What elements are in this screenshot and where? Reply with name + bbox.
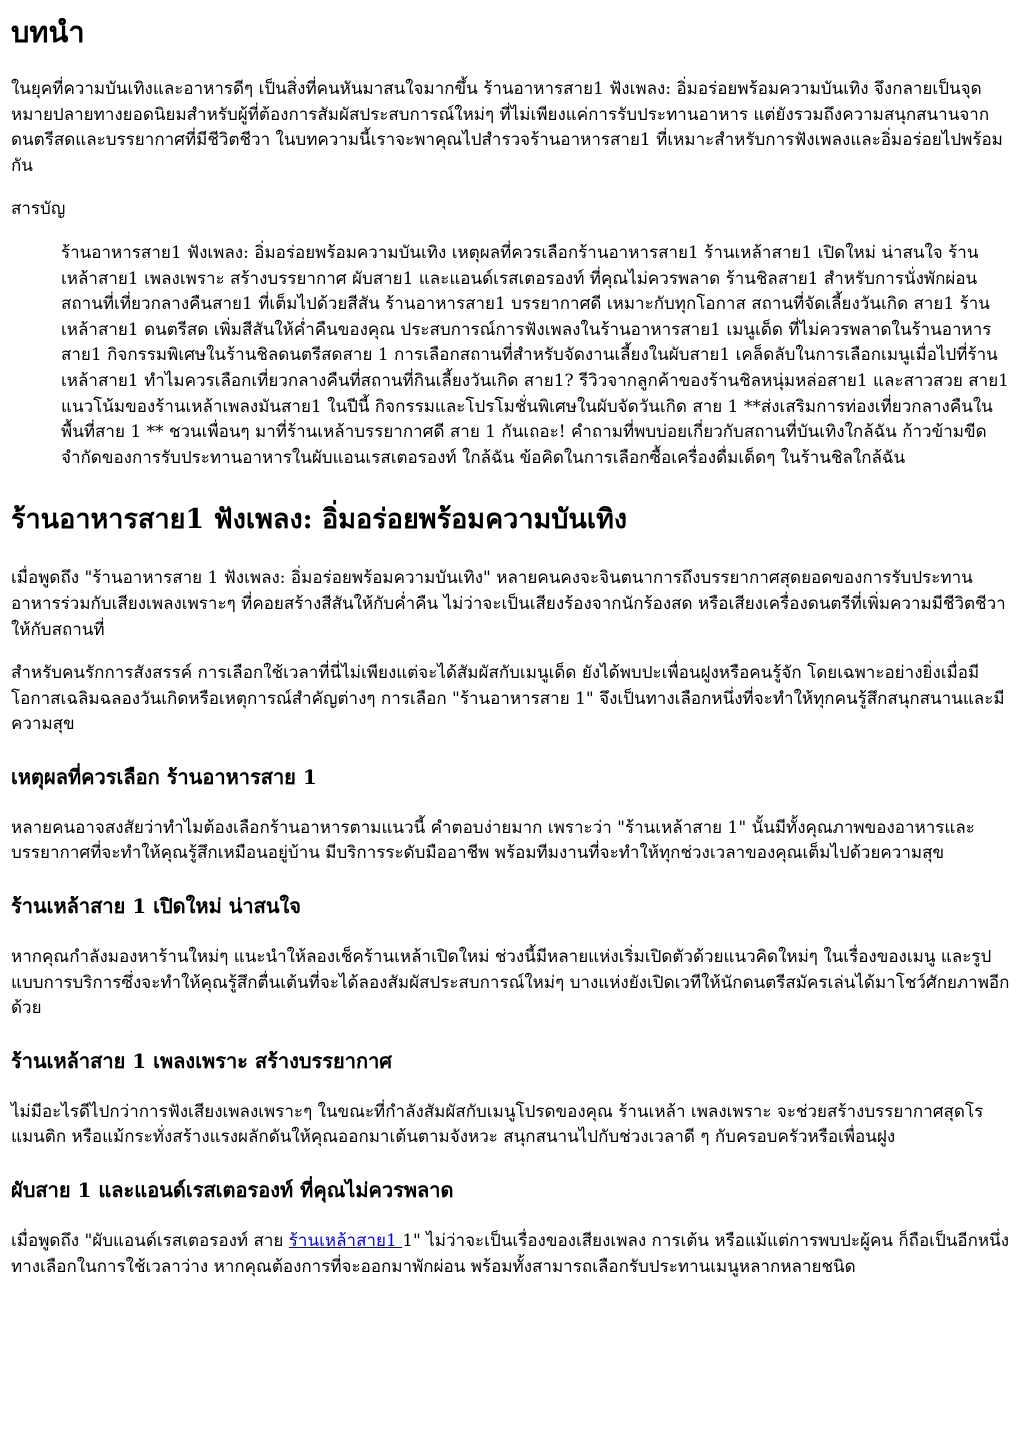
- intro-heading: บทนำ: [11, 15, 85, 49]
- reasons-paragraph: หลายคนอาจสงสัยว่าทำไมต้องเลือกร้านอาหารตามแนวนี้ คำตอบง่ายมาก เพราะว่า "ร้านเหล้าสาย 1" นั้นมีทั้งคุณภาพของอาหารและบรรยากาศที่จะทำให้คุณรู้สึกเหมือนอยู่บ้าน มีบริการระดับมืออาชีพ พร้อมทีมงานที่จะทำให้ทุกช่วงเวลาของคุณเต็มไปด้วยความสุข: [11, 817, 975, 864]
- reasons-heading: เหตุผลที่ควรเลือก ร้านอาหารสาย 1: [11, 764, 317, 789]
- main-section-paragraph-2: สำหรับคนรักการสังสรรค์ การเลือกใช้เวลาที่นี่ไม่เพียงแต่จะได้สัมผัสกับเมนูเด็ด ยังได้พบปะเพื่อนฝูงหรือคนรู้จัก โดยเฉพาะอย่างยิ่งเมื่อมีโอกาสเฉลิมฉลองวันเกิดหรือเหตุการณ์สำคัญต่างๆ การเลือก "ร้านอาหารสาย 1" จึงเป็นทางเลือกหนึ่งที่จะทำให้ทุกคนรู้สึกสนุกสนานและมีความสุข: [11, 663, 1005, 735]
- pub-restaurant-heading: ผับสาย 1 และแอนด์เรสเตอรองท์ ที่คุณไม่ควรพลาด: [11, 1178, 454, 1203]
- intro-paragraph: ในยุคที่ความบันเทิงและอาหารดีๆ เป็นสิ่งที่คนหันมาสนใจมากขึ้น ร้านอาหารสาย1 ฟังเพลง: อิ่มอร่อยพร้อมความบันเทิง จึงกลายเป็นจุดหมายปลายทางยอดนิยมสำหรับผู้ที่ต้องการสัมผัสประสบการณ์ใหม่ๆ ที่ไม่เพียงแค่การรับประทานอาหาร แต่ยังรวมถึงความสนุกสนานจากดนตรีสดและบรรยากาศที่มีชีวิตชีวา ในบทความนี้เราจะพาคุณไปสำรวจร้านอาหารสาย1 ที่เหมาะสำหรับการฟังเพลงและอิ่มอร่อยไปพร้อมกัน: [11, 79, 1003, 176]
- main-section-heading: ร้านอาหารสาย1 ฟังเพลง: อิ่มอร่อยพร้อมความบันเทิง: [11, 504, 628, 536]
- pub-restaurant-paragraph: [11, 1229, 1014, 1280]
- bar-sai1-link[interactable]: ร้านเหล้าสาย1: [288, 1231, 403, 1252]
- pub-paragraph-text-after: 1" ไม่ว่าจะเป็นเรื่องของเสียงเพลง การเต้น หรือแม้แต่การพบปะผู้คน ก็ถือเป็นอีกหนึ่งทางเลือกในการใช้เวลาว่าง หากคุณต้องการที่จะออกมาพักผ่อน พร้อมทั้งสามารถเลือกรับประทานเมนูหลากหลายชนิด: [11, 1231, 1010, 1277]
- new-bars-paragraph: หากคุณกำลังมองหาร้านใหม่ๆ แนะนำให้ลองเช็คร้านเหล้าเปิดใหม่ ช่วงนี้มีหลายแห่งเริ่มเปิดตัวด้วยแนวคิดใหม่ๆ ในเรื่องของเมนู และรูปแบบการบริการซึ่งจะทำให้คุณรู้สึกตื่นเต้นที่จะได้ลองสัมผัสประสบการณ์ใหม่ๆ บางแห่งยังเปิดเวทีให้นักดนตรีสมัครเล่นได้มาโชว์ศักยภาพอีกด้วย: [11, 947, 1010, 1019]
- toc-title: สารบัญ: [11, 199, 66, 220]
- new-bars-heading: ร้านเหล้าสาย 1 เปิดใหม่ น่าสนใจ: [11, 894, 302, 919]
- music-bars-paragraph: ไม่มีอะไรดีไปกว่าการฟังเสียงเพลงเพราะๆ ในขณะที่กำลังสัมผัสกับเมนูโปรดของคุณ ร้านเหล้า เพลงเพราะ จะช่วยสร้างบรรยากาศสุดโรแมนติก หรือแม้กระทั่งสร้างแรงผลักดันให้คุณออกมาเต้นตามจังหวะ สนุกสนานไปกับช่วงเวลาดี ๆ กับครอบครัวหรือเพื่อนฝูง: [11, 1101, 984, 1148]
- table-of-contents: ร้านอาหารสาย1 ฟังเพลง: อิ่มอร่อยพร้อมความบันเทิง เหตุผลที่ควรเลือกร้านอาหารสาย1 ร้านเหล้าสาย1 เปิดใหม่ น่าสนใจ ร้านเหล้าสาย1 เพลงเพราะ สร้างบรรยากาศ ผับสาย1 และแอนด์เรสเตอรองท์ ที่คุณไม่ควรพลาด ร้านชิลสาย1 สำหรับการนั่งพักผ่อน สถานที่เที่ยวกลางคืนสาย1 ที่เต็มไปด้วยสีสัน ร้านอาหารสาย1 บรรยากาศดี เหมาะกับทุกโอกาส สถานที่จัดเลี้ยงวันเกิด สาย1 ร้านเหล้าสาย1 ดนตรีสด เพิ่มสีสันให้ค่ำคืนของคุณ ประสบการณ์การฟังเพลงในร้านอาหารสาย1 เมนูเด็ด ที่ไม่ควรพลาดในร้านอาหารสาย1 กิจกรรมพิเศษในร้านชิลดนตรีสดสาย 1 การเลือกสถานที่สำหรับจัดงานเลี้ยงในผับสาย1 เคล็ดลับในการเลือกเมนูเมื่อไปที่ร้านเหล้าสาย1 ทำไมควรเลือกเที่ยวกลางคืนที่สถานที่กินเลี้ยงวันเกิด สาย1? รีวิวจากลูกค้าของร้านชิลหนุ่มหล่อสาย1 และสาวสวย สาย1 แนวโน้มของร้านเหล้าเพลงมันสาย1 ในปีนี้ กิจกรรมและโปรโมชั่นพิเศษในผับจัดวันเกิด สาย 1 **ส่งเสริมการท่องเที่ยวกลางคืนในพื้นที่สาย 1 ** ชวนเพื่อนๆ มาที่ร้านเหล้าบรรยากาศดี สาย 1 กันเถอะ! คำถามที่พบบ่อยเกี่ยวกับสถานที่บันเทิงใกล้ฉัน ก้าวข้ามขีดจำกัดของการรับประทานอาหารในผับแอนเรสเตอรองท์ ใกล้ฉัน ข้อคิดในการเลือกซื้อเครื่องดื่มเด็ดๆ ในร้านชิลใกล้ฉัน: [61, 242, 1009, 468]
- pub-paragraph-text-before: เมื่อพูดถึง "ผับแอนด์เรสเตอรองท์ สาย: [11, 1231, 289, 1252]
- music-bars-heading: ร้านเหล้าสาย 1 เพลงเพราะ สร้างบรรยากาศ: [11, 1048, 392, 1073]
- main-section-paragraph-1: เมื่อพูดถึง "ร้านอาหารสาย 1 ฟังเพลง: อิ่มอร่อยพร้อมความบันเทิง" หลายคนคงจะจินตนาการถึงบรรยากาศสุดยอดของการรับประทานอาหารร่วมกับเสียงเพลงเพราะๆ ที่คอยสร้างสีสันให้กับค่ำคืน ไม่ว่าจะเป็นเสียงร้องจากนักร้องสด หรือเสียงเครื่องดนตรีที่เพิ่มความมีชีวิตชีวาให้กับสถานที่: [11, 568, 1006, 640]
